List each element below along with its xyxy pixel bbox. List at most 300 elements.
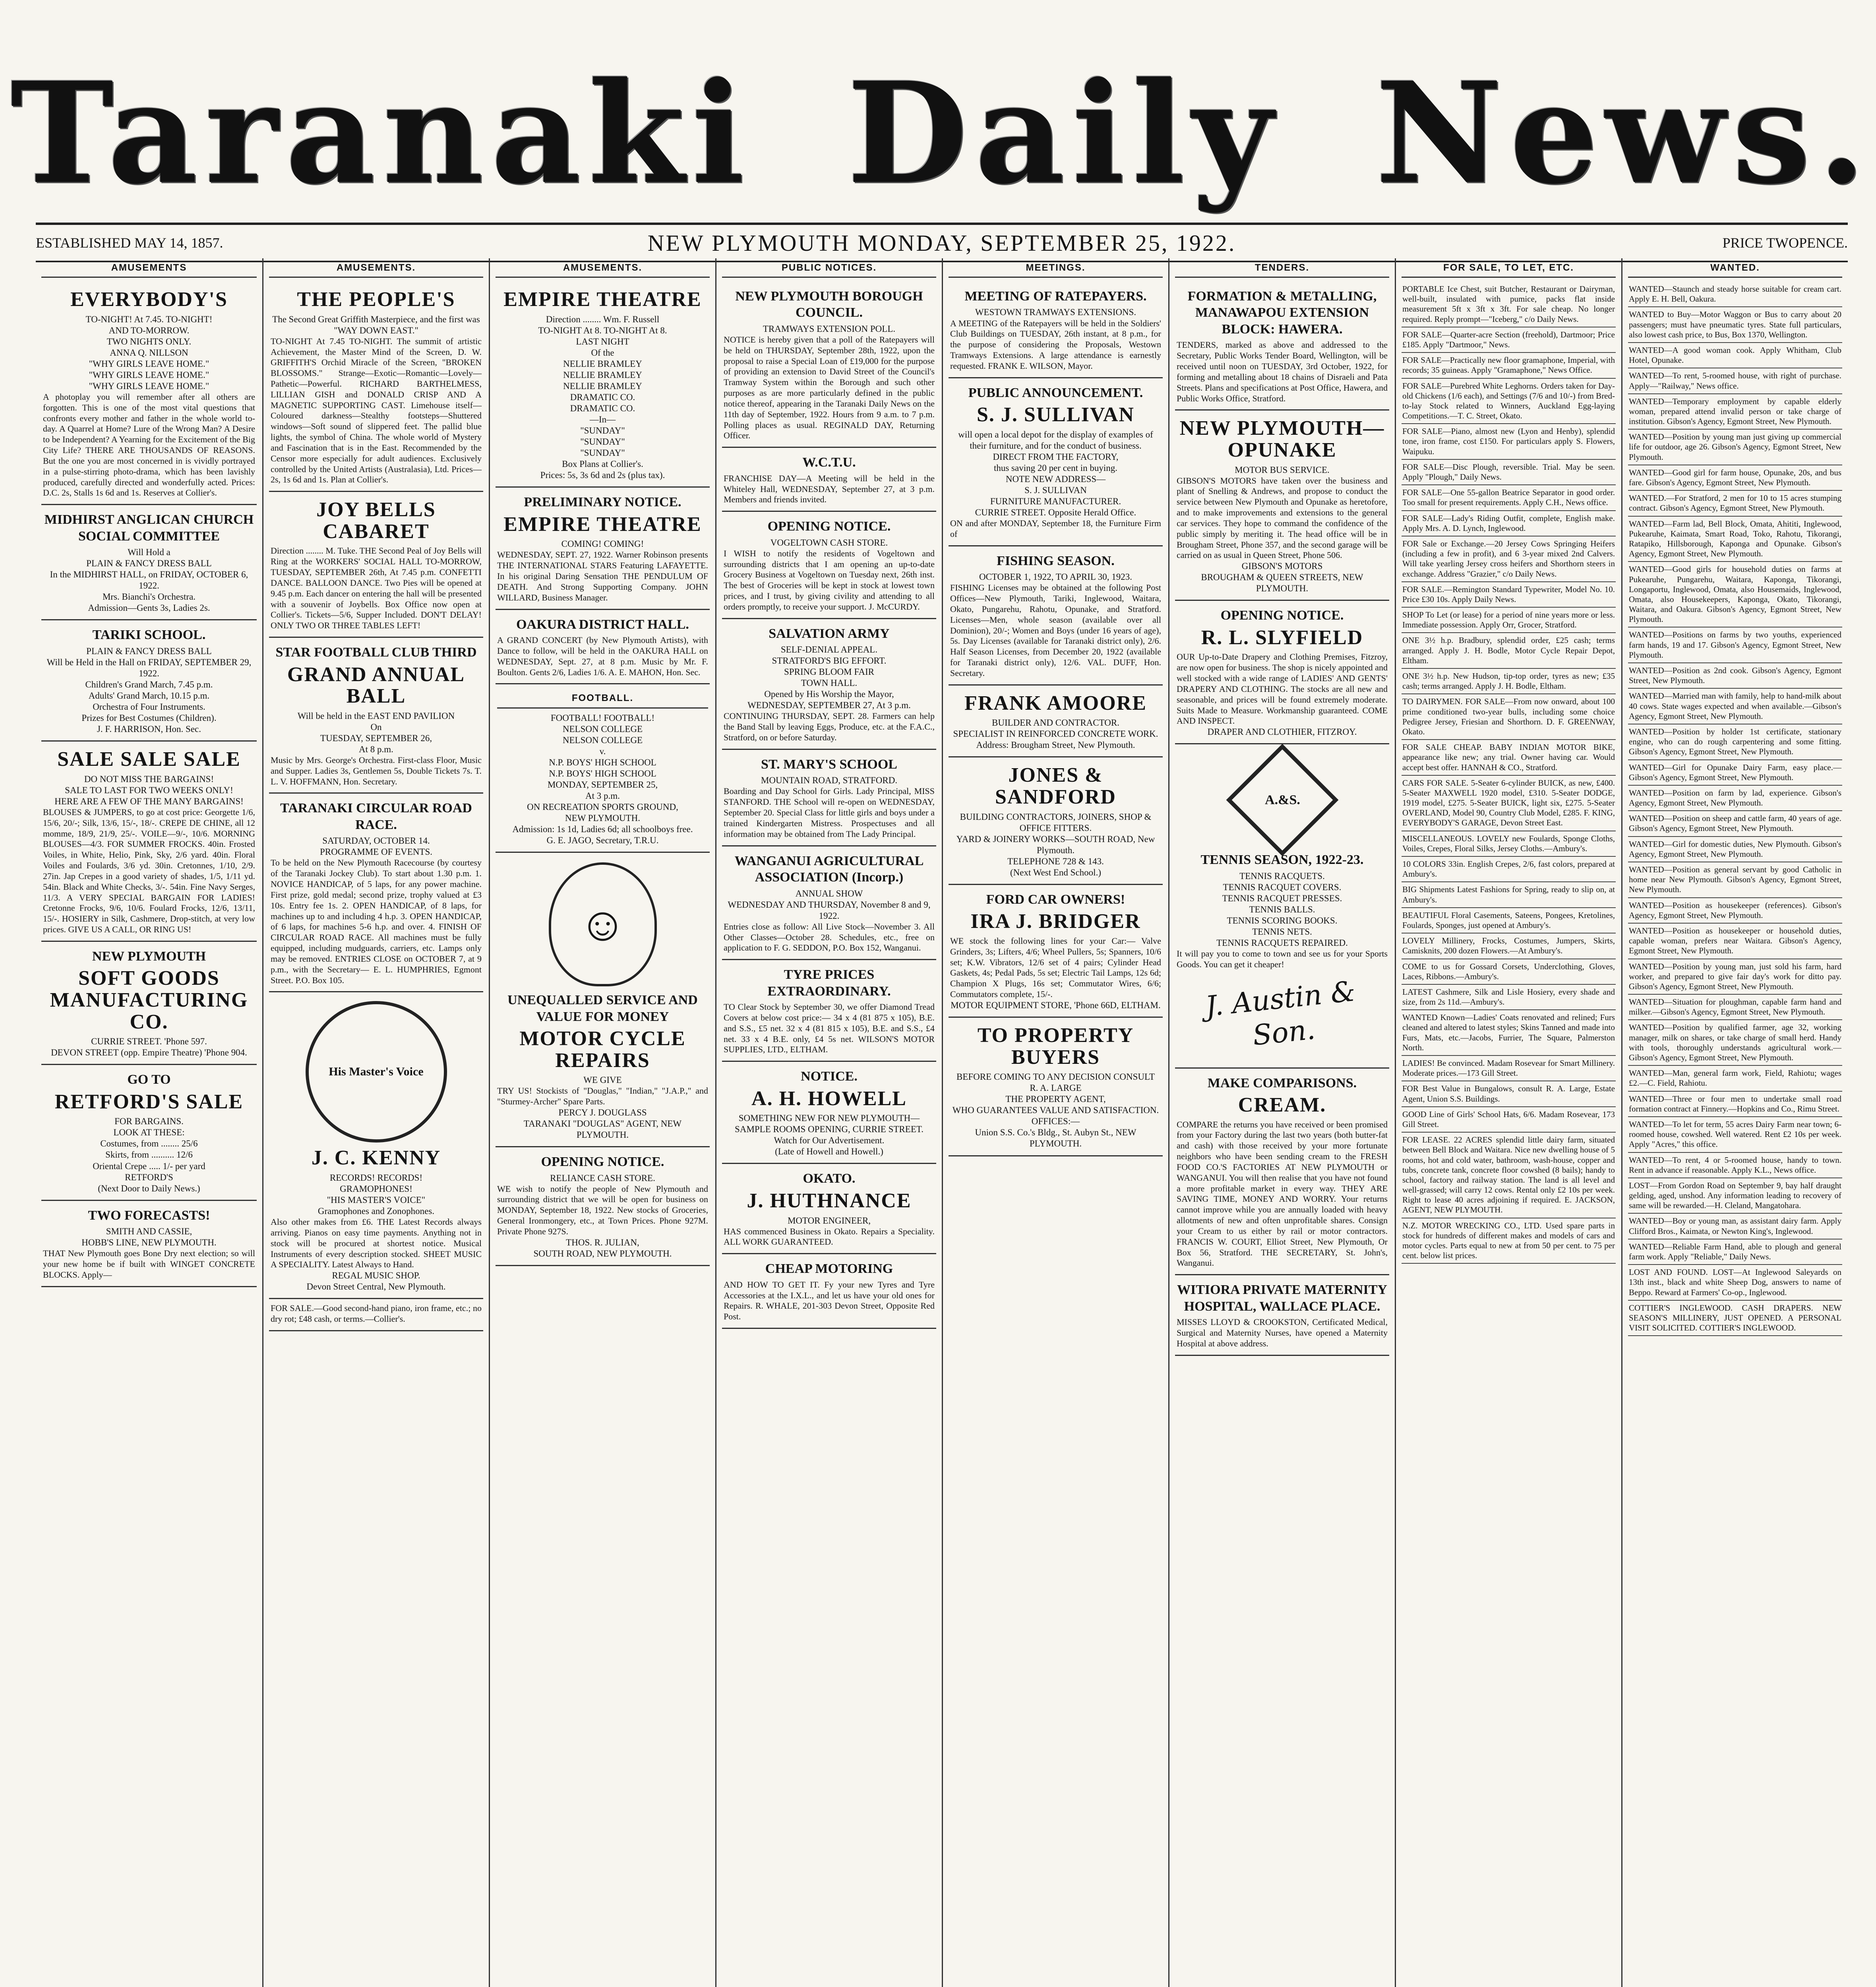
- ad-body-text: FRANCHISE DAY—A Meeting will be held in the Whiteley Hall, WEDNESDAY, September 27, at 3 p.m. Members and friends invited.: [724, 473, 935, 505]
- advertisement: [269, 1299, 483, 1331]
- ad-headline: A. H. HOWELL: [751, 1087, 907, 1110]
- diamond-logo-text: A.&S.: [1264, 792, 1300, 808]
- ad-line: OCTOBER 1, 1922, TO APRIL 30, 1923.: [979, 572, 1133, 582]
- advertisement: [722, 512, 936, 619]
- ad-line: "SUNDAY": [580, 426, 625, 436]
- ad-headline: JONES & SANDFORD: [995, 764, 1116, 809]
- advertisement: [722, 619, 936, 750]
- ad-signoff: THOS. R. JULIAN,: [566, 1237, 639, 1247]
- masthead-word: Taranaki: [10, 51, 752, 215]
- ad-line: YARD & JOINERY WORKS—SOUTH ROAD, New Plymouth.: [956, 834, 1155, 855]
- ad-line: "WHY GIRLS LEAVE HOME.": [89, 381, 209, 391]
- ad-subheading: PRELIMINARY NOTICE.: [524, 495, 681, 510]
- ad-subheading: WITIORA PRIVATE MATERNITY HOSPITAL, WALLACE PLACE.: [1177, 1282, 1387, 1314]
- classified-ad: WANTED—Farm lad, Bell Block, Omata, Ahititi, Inglewood, Pukearuhe, Kaimata, Smart Road, Toko, Rahotu, Tikorangi, Ratapiko, Hillsborough, Kaponga and Opunake. Gibson's Agency, Egmont Street, New Plymouth.: [1628, 517, 1842, 562]
- page-column: [1621, 258, 1848, 1987]
- classified-ad: WANTED—Position by young man, just sold his farm, hard worker, and prepared to give fair day's work for ditto pay. Gibson's Agency, Egmont Street, New Plymouth.: [1628, 959, 1842, 995]
- classified-ad: WANTED—Good girl for farm house, Opunake, 20s, and bus fare. Gibson's Agency, Egmont Street, New Plymouth.: [1628, 465, 1842, 491]
- ad-subheading: W.C.T.U.: [802, 455, 856, 470]
- column-heading: WANTED.: [1628, 258, 1842, 278]
- ad-line: BUILDING CONTRACTORS, JOINERS, SHOP & OFFICE FITTERS.: [960, 811, 1152, 833]
- ad-line: TENNIS SCORING BOOKS.: [1227, 915, 1338, 926]
- ad-body-text: HAS commenced Business in Okato. Repairs a Speciality. ALL WORK GUARANTEED.: [724, 1226, 935, 1247]
- ad-line: HERE ARE A FEW OF THE MANY BARGAINS!: [54, 796, 244, 806]
- classified-ad: FOR Sale or Exchange.—20 Jersey Cows Springing Heifers (including a few in profit), and 6 3-year mixed 2nd Calvers. Will take yearling Jersey cross heifers and Shorthorn steers in exchange. Address "Grazier," c/o Daily News.: [1402, 536, 1616, 582]
- ad-line: S. J. SULLIVAN: [1024, 485, 1087, 495]
- column-heading: FOR SALE, TO LET, ETC.: [1402, 258, 1616, 278]
- ad-subheading: TENNIS SEASON, 1922-23.: [1200, 852, 1364, 868]
- ad-line: TENNIS BALLS.: [1249, 904, 1315, 914]
- ad-body-text: NOTICE is hereby given that a poll of the Ratepayers will be held on THURSDAY, September 28th, 1922, upon the proposal to raise a Special Loan of £19,000 for the purpose of providing an extension to David Street of the Council's Tramway System within the Borough and such other purposes as are more particularly defined in the public notice thereof, appearing in the Taranaki Daily News on the 11th day of September, 1922. Hours from 9 a.m. to 7 p.m. Polling places as usual. REGINALD DAY, Returning Officer.: [724, 334, 935, 441]
- page-column: [942, 258, 1168, 1987]
- classified-ad: WANTED—Staunch and steady horse suitable for cream cart. Apply E. H. Bell, Oakura.: [1628, 282, 1842, 307]
- ad-line: MOTOR BUS SERVICE.: [1235, 465, 1330, 475]
- advertisement: [1175, 1275, 1389, 1356]
- ad-line: "SUNDAY": [580, 437, 625, 447]
- advertisement: [496, 610, 710, 685]
- classified-ad: N.Z. MOTOR WRECKING CO., LTD. Used spare parts in stock for hundreds of different makes and models of cars and motor cycles. Parts equal to new at from 50 per cent. to 75 per cent. below list prices.: [1402, 1218, 1616, 1264]
- ad-line: Union S.S. Co.'s Bldg., St. Aubyn St., NEW PLYMOUTH.: [975, 1127, 1136, 1149]
- ad-line: WHO GUARANTEES VALUE AND SATISFACTION.: [952, 1105, 1159, 1116]
- ad-line: AND TO-MORROW.: [108, 325, 190, 335]
- ad-line: Will be Held in the Hall on FRIDAY, SEPTEMBER 29, 1922.: [46, 657, 252, 678]
- ad-line: "HIS MASTER'S VOICE": [327, 1195, 426, 1205]
- motorcyclist-face-icon: ☺: [549, 862, 657, 986]
- ad-line: TENNIS RACQUET COVERS.: [1223, 882, 1342, 892]
- ad-line: BUILDER AND CONTRACTOR.: [992, 718, 1119, 728]
- classified-ad: WANTED Known—Ladies' Coats renovated and relined; Furs cleaned and altered to latest styles; Skins Tanned and made into Furs, Mats, etc.—Jacobs, Furrier, The Square, Palmerston North.: [1402, 1010, 1616, 1056]
- ad-line: PROGRAMME OF EVENTS.: [319, 847, 433, 857]
- advertisement: [41, 942, 257, 1065]
- classified-ad: FOR SALE—Practically new floor gramaphone, Imperial, with records; 35 guineas. Apply "Gramaphone," News Office.: [1402, 353, 1616, 378]
- advertisement: [269, 492, 483, 638]
- ad-line: WEDNESDAY, SEPTEMBER 27, At 3 p.m.: [747, 700, 911, 711]
- advertisement: [496, 1147, 710, 1266]
- ad-line: TO-NIGHT At 8. TO-NIGHT At 8.: [538, 325, 667, 335]
- advertisement: [722, 1164, 936, 1254]
- ad-headline: IRA J. BRIDGER: [970, 910, 1141, 933]
- advertisement: [949, 757, 1163, 885]
- advertisement: [1175, 1069, 1389, 1276]
- page-column: [262, 258, 489, 1987]
- ad-line: RECORDS! RECORDS!: [329, 1172, 423, 1183]
- classified-ad: CARS FOR SALE. 5-Seater 6-cylinder BUICK, as new, £400. 5-Seater MAXWELL 1920 model, £310. 5-Seater DODGE, 1919 model, £275. 5-Seater BUICK, light six, £275. 5-Seater OVERLAND, Model 90, Country Club Model, £285. F. KING, EVERYBODY'S GARAGE, Devon Street East.: [1402, 776, 1616, 831]
- advertisement: [722, 750, 936, 846]
- classified-ad: LADIES! Be convinced. Madam Rosevear for Smart Millinery. Moderate prices.—173 Gill Street.: [1402, 1056, 1616, 1081]
- ad-subheading: FISHING SEASON.: [997, 553, 1115, 568]
- advertisement: [496, 853, 710, 1147]
- ad-body-text: MISSES LLOYD & CROOKSTON, Certificated Medical, Surgical and Maternity Nurses, have opened a Maternity Hospital at above address.: [1177, 1317, 1388, 1348]
- ad-line: Will be held in the EAST END PAVILION: [297, 711, 455, 721]
- ad-line: N.P. BOYS' HIGH SCHOOL: [549, 757, 656, 767]
- advertisement: [949, 885, 1163, 1018]
- advertisement: [1175, 411, 1389, 601]
- ad-line: Admission: 1s 1d, Ladies 6d; all schoolboys free.: [512, 824, 693, 835]
- ad-subheading: NEW PLYMOUTH BOROUGH COUNCIL.: [735, 289, 923, 320]
- advertisement: [722, 448, 936, 512]
- classified-ad: COME to us for Gossard Corsets, Underclothing, Gloves, Laces, Ribbons.—Ambury's.: [1402, 959, 1616, 985]
- ad-body-text: THAT New Plymouth goes Bone Dry next election; so will your new home be if built with WINGET CONCRETE BLOCKS. Apply—: [43, 1248, 255, 1280]
- ad-line: MONDAY, SEPTEMBER 25,: [547, 779, 658, 790]
- ad-line: WE GIVE: [583, 1075, 622, 1085]
- ad-line: "WHY GIRLS LEAVE HOME.": [89, 370, 209, 380]
- ad-headline: FRANK AMOORE: [964, 691, 1147, 715]
- ad-line: ANNUAL SHOW: [795, 888, 863, 899]
- ad-line: ON RECREATION SPORTS GROUND,: [527, 802, 678, 812]
- ad-body-text: Music by Mrs. George's Orchestra. First-class Floor, Music and Supper. Ladies 3s, Gentlemen 5s, Double Tickets 7s. T. L. V. HOFFMANN, Hon. Secretary.: [271, 755, 482, 786]
- classified-ad: WANTED—To rent, 4 or 5-roomed house, handy to town. Rent in advance if reasonable. Apply K.L., News office.: [1628, 1153, 1842, 1178]
- advertisement: [949, 378, 1163, 546]
- ad-line: SPRING BLOOM FAIR: [784, 667, 875, 677]
- ad-line: DIRECT FROM THE FACTORY,: [993, 451, 1119, 462]
- advertisement: [949, 546, 1163, 686]
- ad-line: Of the: [591, 347, 614, 358]
- dateline-bar: [36, 223, 1848, 262]
- ad-line: DRAMATIC CO.: [570, 403, 635, 413]
- column-heading: TENDERS.: [1175, 258, 1389, 278]
- ad-line: "WHY GIRLS LEAVE HOME.": [89, 358, 209, 369]
- classified-ad: PORTABLE Ice Chest, suit Butcher, Restaurant or Dairyman, well-built, insulated with pumice, packs flat inside measurement 5ft x 3ft x 3ft. For sale cheap. No longer required. Reply prompt—"Iceberg," c/o Daily News.: [1402, 282, 1616, 327]
- ad-line: N.P. BOYS' HIGH SCHOOL: [549, 768, 656, 779]
- ad-headline: SALE SALE SALE: [57, 748, 241, 771]
- ad-line: TENNIS NETS.: [1252, 926, 1312, 937]
- ad-line: WEDNESDAY AND THURSDAY, November 8 and 9, 1922.: [728, 899, 931, 921]
- ad-line: Will Hold a: [128, 547, 170, 558]
- column-grid: [36, 258, 1848, 1987]
- ad-line: NELLIE BRAMLEY: [563, 381, 642, 391]
- classified-ad: FOR LEASE. 22 ACRES splendid little dairy farm, situated between Bell Block and Waitara. Nice new dwelling house of 5 rooms, hot and cold water, bathroom, wash-house, copper and tubs, concrete tank, concrete floor cowshed (8 bails); handy to school, factory and railway station. The land is all level and well-grassed; will carry 12 cows. Rental only £2 10s per week. Right to lease 40 acres adjoining if required. E. JACKSON, AGENT, NEW PLYMOUTH.: [1402, 1133, 1616, 1218]
- ad-subheading: MEETING OF RATEPAYERS.: [964, 289, 1147, 304]
- ad-line: At 3 p.m.: [585, 790, 620, 801]
- classified-ad: FOR SALE—One 55-gallon Beatrice Separator in good order. Too small for present requirements. Apply C.H., News office.: [1402, 485, 1616, 511]
- classified-ad: WANTED—Position by young man just giving up commercial life for outdoor, age 26. Gibson's Agency, Egmont Street, New Plymouth.: [1628, 430, 1842, 465]
- ad-body-text: It will pay you to come to town and see us for your Sports Goods. You can get it cheaper!: [1177, 949, 1388, 969]
- ad-signoff: REGAL MUSIC SHOP.: [332, 1270, 420, 1281]
- advertisement: [1175, 744, 1389, 1068]
- his-masters-voice-logo: His Master's Voice: [306, 1001, 447, 1143]
- ad-line: TUESDAY, SEPTEMBER 26,: [320, 733, 432, 743]
- ad-line: will open a local depot for the display of examples of their furniture, and for the conduct of business.: [958, 429, 1153, 451]
- issue-date: NEW PLYMOUTH MONDAY, SEPTEMBER 25, 1922.: [647, 230, 1236, 256]
- advertisement: [496, 282, 710, 488]
- ad-line: SMITH AND CASSIE,: [106, 1226, 192, 1237]
- ad-body-text: Direction ........ M. Tuke. THE Second Peal of Joy Bells will Ring at the WORKERS' SOCIAL HALL TO-MORROW, TUESDAY, SEPTEMBER 26th, At 7.45 p.m. CONFETTI DANCE. BALLOON DANCE. Two Pies will be opened at 9.45 p.m. Each dancer on entering the hall will be presented with a souvenir of Joybells. Box Office now open at Collier's. Tickets—5/6, Supper Included. DON'T DELAY! ONLY TWO OR THREE TABLES LEFT!: [271, 546, 482, 631]
- ad-signoff: DRAPER AND CLOTHIER, FITZROY.: [1207, 727, 1357, 737]
- ad-body-text: TO Clear Stock by September 30, we offer Diamond Tread Covers at below cost price:— 34 x 4 (81 875 x 105), B.E. and S.S., £5 net. 32 x 4 (81 815 x 105), B.E. and S.S., £4 net. 33 x 4 B.E. only, £4 5s net. WILSON'S MOTOR SUPPLIES, LTD., ELTHAM.: [724, 1002, 935, 1055]
- advertisement: [269, 794, 483, 992]
- ad-body-text: BLOUSES & JUMPERS, to go at cost price: Georgette 1/6, 15/6, 20/-; Silk, 13/6, 15/-, 18/-. CREPE DE CHINE, all 12 momme, 18/9, 21/9, 25/-. VOILE—9/-, 10/6. MORNING BLOUSES—4/3. FOR SUMMER FROCKS. 40in. Frosted Voiles, in White, Helio, Pink, Sky, 2/6 yard. 40in. Floral Voiles and Foulards, 3/6 yd. 30in. Cretonnes, 1/10, 2/9. 27in. Jap Crepes in a good variety of shades, 1/5, 1/11 yd. 54in. Black and White Checks, 3/-. 54in. Fine Navy Serges, 11/3. A VERY SPECIAL BARGAIN FOR LADIES! Cretonne Frocks, 9/6, 10/6. Foulard Frocks, 12/6, 13/11, 15/-. HOSIERY in Silk, Cashmere, Drop-stitch, at very low prices. GIVE US A CALL, OR RING US!: [43, 807, 255, 935]
- ad-line: The Second Great Griffith Masterpiece, and the first was: [272, 314, 480, 324]
- advertisement: [41, 620, 257, 742]
- ad-subheading: OPENING NOTICE.: [767, 519, 891, 534]
- ad-headline: J. C. KENNY: [311, 1146, 441, 1170]
- ad-line: Box Plans at Collier's.: [562, 459, 643, 469]
- column-heading: AMUSEMENTS.: [269, 258, 483, 278]
- classified-ad: WANTED—Position by holder 1st certificate, stationary engine, who can do rough carpentering and some fitting. Gibson's Agency, Egmont Street, New Plymouth.: [1628, 724, 1842, 760]
- classified-ad: WANTED—To let for term, 55 acres Dairy Farm near town; 6-roomed house, cowshed. Well watered. Rent £2 10s per week. Apply "Acres," this office.: [1628, 1117, 1842, 1153]
- page-column: [489, 258, 715, 1987]
- classified-ad: WANTED—Position as 2nd cook. Gibson's Agency, Egmont Street, New Plymouth.: [1628, 663, 1842, 689]
- ad-headline: J. HUTHNANCE: [747, 1189, 912, 1212]
- classified-ad: TO DAIRYMEN. FOR SALE—From now onward, about 100 prime conditioned two-year bulls, including some choice Pedigree Jersey, Friesian and Shorthorn. D. F. GREENWAY, Okato.: [1402, 694, 1616, 740]
- classified-ad: LOST AND FOUND. LOST—At Inglewood Saleyards on 13th inst., black and white Sheep Dog, answers to name of Beppo. Reward at Farmers' Co-op., Inglewood.: [1628, 1265, 1842, 1301]
- ad-subheading: STAR FOOTBALL CLUB THIRD: [275, 645, 477, 660]
- classified-ad: FOR SALE—Purebred White Leghorns. Orders taken for Day-old Chickens (1/6 each), and Settings (7/6 and 10/-) from Bred-to-lay Stock related to Winners, Auckland Egg-laying Competitions.—T. C. Street, Okato.: [1402, 379, 1616, 424]
- ad-line: NEW PLYMOUTH.: [565, 813, 640, 823]
- classified-ad: WANTED—Good girls for household duties on farms at Pukearuhe, Pungarehu, Waitara, Kaponga, Tikorangi, Longaportu, Inglewood, Omata, also Housemaids, Inglewood, Omata, also Housekeepers, Kaponga, Okato, Tikorangi, Waitara, and Oakura. Gibson's Agency, Egmont Street, New Plymouth.: [1628, 562, 1842, 627]
- ad-subheading: FORMATION & METALLING, MANAWAPOU EXTENSION BLOCK: HAWERA.: [1187, 289, 1377, 337]
- classified-ad: BEAUTIFUL Floral Casements, Sateens, Pongees, Kretolines, Foulards, Sponges, just opened at Ambury's.: [1402, 908, 1616, 933]
- classified-ad: WANTED—Three or four men to undertake small road formation contract at Finnery.—Hopkins and Co., Rimu Street.: [1628, 1092, 1842, 1117]
- ad-body-text: FOR SALE.—Good second-hand piano, iron frame, etc.; no dry rot; £48 cash, or terms.—Collier's.: [271, 1303, 482, 1324]
- ad-headline: EVERYBODY'S: [70, 288, 228, 311]
- ad-line: Opened by His Worship the Mayor,: [764, 689, 894, 699]
- ad-body-text: ON and after MONDAY, September 18, the Furniture Firm of: [950, 518, 1161, 539]
- ad-line: FURNITURE MANUFACTURER.: [990, 496, 1121, 506]
- column-heading: PUBLIC NOTICES.: [722, 258, 936, 278]
- advertisement: [722, 1254, 936, 1329]
- classified-ad: WANTED.—For Stratford, 2 men for 10 to 15 acres stumping contract. Gibson's Agency, Egmont Street, New Plymouth.: [1628, 491, 1842, 516]
- handwritten-signature: J. Austin & Son.: [1204, 974, 1357, 1052]
- advertisement: [722, 846, 936, 961]
- ad-body-text: TRY US! Stockists of "Douglas," "Indian," "J.A.P.," and "Sturmey-Archer" Spare Parts.: [497, 1086, 708, 1107]
- ad-line: (Next Door to Daily News.): [98, 1183, 200, 1193]
- ad-line: TRAMWAYS EXTENSION POLL.: [763, 323, 896, 334]
- ad-subheading: UNEQUALLED SERVICE AND VALUE FOR MONEY: [507, 993, 698, 1024]
- ad-line: Skirts, from .......... 12/6: [105, 1150, 193, 1160]
- advertisement: [496, 488, 710, 610]
- classified-ad: WANTED—Situation for ploughman, capable farm hand and milker.—Gibson's Agency, Egmont Street, New Plymouth.: [1628, 995, 1842, 1020]
- classified-ad: FOR Best Value in Bungalows, consult R. A. Large, Estate Agent, Union S.S. Buildings.: [1402, 1081, 1616, 1107]
- ad-line: DRAMATIC CO.: [570, 392, 635, 402]
- ad-line: SALE TO LAST FOR TWO WEEKS ONLY!: [65, 785, 233, 795]
- ad-subheading: FORD CAR OWNERS!: [986, 892, 1125, 907]
- ad-line: Gramophones and Zonophones.: [318, 1206, 435, 1216]
- established-text: ESTABLISHED MAY 14, 1857.: [36, 235, 223, 251]
- ad-line: TENNIS RACQUETS.: [1239, 871, 1325, 881]
- diamond-logo-icon: [1226, 744, 1338, 856]
- ad-line: At 8 p.m.: [359, 744, 393, 754]
- ad-body-text: WE wish to notify the people of New Plymouth and surrounding district that we will be open for business on MONDAY, September 18, 1922. New stocks of Groceries, General Ironmongery, etc., at Town Prices. Phone 927M. Private Phone 927S.: [497, 1183, 708, 1236]
- ad-line: Oriental Crepe ..... 1/- per yard: [93, 1161, 205, 1171]
- column-heading: AMUSEMENTS.: [496, 258, 710, 278]
- advertisement: [949, 1018, 1163, 1156]
- classified-ad: WANTED—Temporary employment by capable elderly woman, prepared attend invalid person or take charge of institution. Gibson's Agency, Egmont Street, New Plymouth.: [1628, 394, 1842, 430]
- ad-subheading: TARANAKI CIRCULAR ROAD RACE.: [280, 801, 472, 832]
- page-column: [1395, 258, 1621, 1987]
- classified-ad: WANTED—Girl for domestic duties, New Plymouth. Gibson's Agency, Egmont Street, New Plymouth.: [1628, 837, 1842, 862]
- ad-line: LOOK AT THESE:: [113, 1127, 185, 1138]
- ad-line: CURRIE STREET. Opposite Herald Office.: [975, 507, 1136, 518]
- ad-body-text: FISHING Licenses may be obtained at the following Post Offices—New Plymouth, Tariki, Inglewood, Waitara, Okato, Pungarehu, Rahotu, Opunake, and Stratford. Licenses—Men, whole season (available over all Dominion), 20/-; Women and Boys (under 16 years of age), 5s. Day Licenses (available for Taranaki district only), 2/6. Half Season Licenses, from December 20, 1922 (available for Taranaki district only), 12/6. VAL. DUFF, Hon. Secretary.: [950, 583, 1161, 678]
- column-heading: MEETINGS.: [949, 258, 1163, 278]
- ad-line: SELF-DENIAL APPEAL.: [780, 645, 878, 655]
- classified-ad: FOR SALE CHEAP. BABY INDIAN MOTOR BIKE, appearance like new; any trial. Owner having car. Would accept best offer. HANNAH & CO., Stratford.: [1402, 740, 1616, 776]
- ad-subheading: MIDHIRST ANGLICAN CHURCH SOCIAL COMMITTEE: [44, 512, 254, 544]
- advertisement: [949, 282, 1163, 378]
- ad-line: thus saving 20 per cent in buying.: [993, 463, 1118, 473]
- classified-ad: FOR SALE—Quarter-acre Section (freehold), Dartmoor; Price £185. Apply "Dartmoor," News.: [1402, 327, 1616, 353]
- classified-ad: WANTED—Position as general servant by good Catholic in home near New Plymouth. Gibson's Agency, Egmont Street, New Plymouth.: [1628, 862, 1842, 898]
- ad-headline: THE PEOPLE'S: [297, 288, 455, 311]
- ad-body-text: CONTINUING THURSDAY, SEPT. 28. Farmers can help the Band Stall by leaving Eggs, Produce, etc. at the F.A.C., Stratford, on or before Saturday.: [724, 711, 935, 743]
- ad-line: R. A. LARGE: [1030, 1083, 1082, 1093]
- ad-line: NELLIE BRAMLEY: [563, 370, 642, 380]
- ad-subheading: NOTICE.: [801, 1069, 858, 1084]
- ad-signoff: Devon Street Central, New Plymouth.: [306, 1282, 446, 1292]
- classified-ad: 10 COLORS 33in. English Crepes, 2/6, fast colors, prepared at Ambury's.: [1402, 857, 1616, 882]
- ad-body-text: OUR Up-to-Date Drapery and Clothing Premises, Fitzroy, are now open for business. The shop is nicely appointed and well stocked with a wide range of LADIES' AND GENTS' DRAPERY AND CLOTHING. The stocks are all new and seasonable, and prices will be found extremely moderate. Suits Made to Measure. Workmanship guaranteed. COME AND INSPECT.: [1177, 652, 1388, 726]
- advertisement: [41, 1065, 257, 1201]
- ad-line: Admission—Gents 3s, Ladies 2s.: [88, 603, 210, 613]
- ad-headline: CREAM.: [1238, 1093, 1326, 1116]
- ad-line: CURRIE STREET. 'Phone 597.: [91, 1036, 207, 1047]
- ad-body-text: WE stock the following lines for your Car:— Valve Grinders, 3s; Lifters, 4/6; Wheel Pullers, 5s; Spanners, 10/6 set; K.W. Vibrators, 12/6 set of 4 pairs; Cylinder Head Gaskets, 4s; Pedal Pads, 5s set; Electric Tail Lamps, 12s 6d; Champion X Plugs, 16s set; Commutator Wires, 6/6; Commutators complete, 15/-.: [950, 935, 1161, 999]
- advertisement: [496, 684, 710, 853]
- ad-body-text: To be held on the New Plymouth Racecourse (by courtesy of the Taranaki Jockey Club). To start about 1.30 p.m. 1. NOVICE HANDICAP, of 5 laps, for any power machine. First prize, gold medal; second prize, trophy valued at £3 10s. Entry fee 1s. 2. OPEN HANDICAP, of 8 laps, for machines up to and including 4 h.p. 3. OPEN HANDICAP, of 6 laps, for machines 5-6 h.p. and over. 4. FINISH OF CIRCULAR ROAD RACE. All machines must be fully equipped, including mudguards, carriers, etc. Lamps only may be removed. ENTRIES CLOSE on OCTOBER 7, at 9 p.m., with the Secretary— E. L. HUMPHRIES, Egmont Street. P.O. Box 105.: [271, 858, 482, 985]
- classified-ad: WANTED—Position on farm by lad, experience. Gibson's Agency, Egmont Street, New Plymouth.: [1628, 786, 1842, 811]
- advertisement: [949, 686, 1163, 758]
- classified-ad: MISCELLANEOUS. LOVELY new Foulards, Sponge Cloths, Voiles, Crepes, Floral Silks, Jersey Cloths.—Ambury's.: [1402, 831, 1616, 857]
- classified-ad: WANTED to Buy—Motor Waggon or Bus to carry about 20 passengers; must have pneumatic tyres. State full particulars, also lowest cash price, to Bus, Box 1370, Wellington.: [1628, 307, 1842, 343]
- ad-body-text: WEDNESDAY, SEPT. 27, 1922. Warner Robinson presents THE INTERNATIONAL STARS Featuring LAFAYETTE. In his original Daring Sensation THE PENDULUM OF DEATH. And Strong Supporting Company. JOHN WILLARD, Business Manager.: [497, 550, 708, 602]
- ad-body-text: A GRAND CONCERT (by New Plymouth Artists), with Dance to follow, will be held in the OAKURA HALL on WEDNESDAY, Sept. 27, at 8 p.m. Music by Mr. F. Boulton. Gents 2/6, Ladies 1/6. A. E. MAHON, Hon. Sec.: [497, 635, 708, 677]
- ad-line: THE PROPERTY AGENT,: [1005, 1094, 1106, 1104]
- ad-line: TENNIS RACQUETS REPAIRED.: [1216, 938, 1348, 948]
- classified-ad: LOST—From Gordon Road on September 9, bay half draught gelding, aged, unshod. Any information leading to recovery of same will be rewarded.—H. Cleland, Mangatohara.: [1628, 1178, 1842, 1214]
- ad-headline: NEW PLYMOUTH—OPUNAKE: [1179, 417, 1385, 461]
- ad-subheading: MAKE COMPARISONS.: [1207, 1075, 1357, 1090]
- ad-line: "SUNDAY": [580, 448, 625, 458]
- ad-line: NOTE NEW ADDRESS—: [1005, 474, 1106, 484]
- classified-ad: WANTED—Position by qualified farmer, age 32, working manager, milk on shares, or take charge of small herd. Handy with tools, thoroughly understands agricultural work.—Gibson's Agency, Egmont Street, New Plymouth.: [1628, 1020, 1842, 1066]
- ad-subheading: GO TO: [127, 1072, 171, 1087]
- ad-body-text: A MEETING of the Ratepayers will be held in the Soldiers' Club Buildings on TUESDAY, 26th instant, at 8 p.m., for the purpose of considering the Proposals, Westown Tramways Extensions. A large attendance is earnestly requested. FRANK E. WILSON, Mayor.: [950, 318, 1161, 371]
- ad-body-text: Boarding and Day School for Girls. Lady Principal, MISS STANFORD. THE School will re-open on WEDNESDAY, September 20. Special Class for little girls and boys under a trained Kindergarten Mistress. Prospectuses and all information may be obtained from The Lady Principal.: [724, 786, 935, 839]
- ad-headline: TO PROPERTY BUYERS: [977, 1024, 1134, 1069]
- ad-body-text: TO-NIGHT At 7.45 TO-NIGHT. The summit of artistic Achievement, the Master Mind of the Screen, D. W. GRIFFITH'S Orchid Miracle of the Screen, "BROKEN BLOSSOMS." Strange—Exotic—Romantic—Lovely—Pathetic—Powerful. RICHARD BARTHELMESS, LILLIAN GISH and DONALD CRISP AND A MAGNETIC SUPPORTING CAST. Limehouse itself—Coloured darkness—Stealthy footsteps—Shuttered windows—Soft sound of slippered feet. The pallid blue lights, the symbol of China. The whole world of Mystery and Fascination that is in the East. Recommended by the Censor more especially for adult audiences. Exclusively controlled by the United Artists (Australasia), Ltd. Prices—2s, 1s 6d and 1s. Plan at Collier's.: [271, 336, 482, 485]
- ad-body-text: GIBSON'S MOTORS have taken over the business and plant of Snelling & Andrews, and propose to conduct the service between New Plymouth and Opunake as heretofore, and to make improvements and extensions to the general car services. They hope to command the confidence of the public simply by meriting it. The head office will be in Brougham Street, Phone 357, and the second garage will be carried on as usual in Queen Street, Phone 506.: [1177, 475, 1388, 560]
- ad-headline: GRAND ANNUAL BALL: [287, 663, 465, 708]
- ad-line: DEVON STREET (opp. Empire Theatre) 'Phone 904.: [51, 1048, 247, 1058]
- ad-line: WESTOWN TRAMWAYS EXTENSIONS.: [975, 307, 1136, 318]
- masthead-word: Daily: [847, 51, 1280, 215]
- ad-line: PLAIN & FANCY DRESS BALL: [86, 646, 212, 656]
- ad-subheading: TARIKI SCHOOL.: [92, 627, 206, 643]
- ad-line: Adults' Grand March, 10.15 p.m.: [88, 691, 210, 701]
- advertisement: [41, 282, 257, 505]
- ad-signoff: BROUGHAM & QUEEN STREETS, NEW PLYMOUTH.: [1201, 572, 1363, 594]
- ad-body-text: A photoplay you will remember after all others are forgotten. This is one of the most vital questions that confronts every mother and father in the whole world to-day. A Quarrel at Home? Lure of the Wrong Man? A Desire to be Independent? A Yearning for the Excitement of the Big City Life? THERE ARE THOUSANDS OF REASONS. But the one you are most concerned in is vividly portrayed in a pulse-stirring photo-drama, which has been lavishly produced, carefully directed and wonderfully acted. Prices: D.C. 2s, Stalls 1s 6d and 1s. Reserves at Collier's.: [43, 391, 255, 498]
- ad-line: STRATFORD'S BIG EFFORT.: [772, 656, 887, 666]
- ad-line: v.: [599, 746, 606, 756]
- ad-line: HOBB'S LINE, NEW PLYMOUTH.: [81, 1238, 217, 1248]
- classified-ad: WANTED—Position as housekeeper or household duties, capable woman, prefers near Waitara. Gibson's Agency, Egmont Street, New Plymouth.: [1628, 924, 1842, 959]
- ad-body-text: AND HOW TO GET IT. Fy your new Tyres and Tyre Accessories at the I.X.L., and let us have your old ones for Repairs. R. WHALE, 201-303 Devon Street, Opposite Red Post.: [724, 1279, 935, 1322]
- ad-body-text: I WISH to notify the residents of Vogeltown and surrounding districts that I am opening an up-to-date Grocery Business at Vogeltown on Tuesday next, 26th inst. The best of Groceries will be kept in stock at lowest town prices, and I trust, by giving civility and attending to all orders promptly, to receive your support. J. McCURDY.: [724, 548, 935, 612]
- page-column: [715, 258, 942, 1987]
- advertisement: [1175, 282, 1389, 411]
- page-column: [36, 258, 262, 1987]
- ad-line: VOGELTOWN CASH STORE.: [770, 537, 888, 548]
- ad-line: SATURDAY, OCTOBER 14.: [322, 836, 430, 846]
- ad-line: BEFORE COMING TO ANY DECISION CONSULT: [956, 1072, 1155, 1082]
- ad-line: —In—: [589, 414, 616, 425]
- advertisement: [41, 505, 257, 620]
- ad-subheading: OPENING NOTICE.: [1220, 608, 1344, 623]
- classified-ad: ONE 3½ h.p. New Hudson, tip-top order, tyres as new; £35 cash; terms arranged. Apply J. H. Bodle, Eltham.: [1402, 669, 1616, 694]
- ad-line: FOR BARGAINS.: [114, 1116, 184, 1127]
- ad-signoff: TARANAKI "DOUGLAS" AGENT, NEW PLYMOUTH.: [523, 1119, 682, 1140]
- classified-ad: WANTED—Man, general farm work, Field, Rahiotu; wages £2.—C. Field, Rahiotu.: [1628, 1066, 1842, 1091]
- advertisement: [722, 282, 936, 448]
- classified-ad: WANTED—Married man with family, help to hand-milk about 40 cows. State wages expected and when available.—Gibson's Agency, Egmont Street, New Plymouth.: [1628, 689, 1842, 724]
- classified-ad: COTTIER'S INGLEWOOD. CASH DRAPERS. NEW SEASON'S MILLINERY, JUST OPENED. A PERSONAL VISIT SOLICITED. COTTIER'S INGLEWOOD.: [1628, 1301, 1842, 1336]
- classified-ad: LOVELY Millinery, Frocks, Costumes, Jumpers, Skirts, Camisknits, 200 dozen Flowers.—At Ambury's.: [1402, 933, 1616, 959]
- ad-headline: MOTOR CYCLE REPAIRS: [519, 1027, 686, 1072]
- ad-body-text: Entries close as follow: All Live Stock—November 3. All Other Classes—October 28. Schedules, etc., free on application to F. G. SEDDON, P.O. Box 152, Wanganui.: [724, 921, 935, 953]
- ad-line: Watch for Our Advertisement.: [774, 1135, 885, 1146]
- ad-line: J. F. HARRISON, Hon. Sec.: [97, 724, 201, 734]
- classified-ad: WANTED—Reliable Farm Hand, able to plough and general farm work. Apply "Reliable," Daily News.: [1628, 1239, 1842, 1265]
- classified-ad: WANTED—To rent, 5-roomed house, with right of purchase. Apply—"Railway," News office.: [1628, 368, 1842, 394]
- ad-subheading: SALVATION ARMY: [769, 626, 890, 641]
- ad-subheading: OKATO.: [803, 1171, 856, 1186]
- price-text: PRICE TWOPENCE.: [1722, 235, 1848, 251]
- ad-subheading: OAKURA DISTRICT HALL.: [516, 617, 689, 632]
- ad-line: G. E. JAGO, Secretary, T.R.U.: [546, 835, 659, 846]
- ad-line: Prices: 5s, 3s 6d and 2s (plus tax).: [540, 470, 665, 480]
- classified-ad: FOR SALE—Piano, almost new (Lyon and Henby), splendid tone, iron frame, cost £150. For particulars apply S. Flowers, Waipuku.: [1402, 424, 1616, 460]
- ad-line: RELIANCE CASH STORE.: [550, 1173, 655, 1183]
- ad-line: SPECIALIST IN REINFORCED CONCRETE WORK.: [953, 729, 1158, 739]
- ad-headline: JOY BELLS CABARET: [316, 498, 436, 543]
- ad-subheading: CHEAP MOTORING: [765, 1261, 893, 1276]
- ad-line: LAST NIGHT: [576, 336, 629, 347]
- ad-headline: RETFORD'S SALE: [54, 1090, 244, 1113]
- ad-subheading: ST. MARY'S SCHOOL: [761, 757, 897, 772]
- ad-line: FOOTBALL! FOOTBALL!: [550, 713, 655, 723]
- ad-headline: EMPIRE THEATRE: [503, 288, 702, 311]
- ad-line: TOWN HALL.: [801, 678, 858, 688]
- classified-ad: FOR SALE—Lady's Riding Outfit, complete, English make. Apply Mrs. A. D. Lynch, Inglewood.: [1402, 511, 1616, 536]
- ad-line: Direction ........ Wm. F. Russell: [546, 314, 660, 324]
- column-heading: AMUSEMENTS: [41, 258, 257, 278]
- ad-subheading: TYRE PRICES EXTRAORDINARY.: [767, 967, 891, 999]
- ad-line: COMING! COMING!: [561, 539, 644, 549]
- ad-line: Costumes, from ........ 25/6: [100, 1139, 198, 1149]
- ad-line: In the MIDHIRST HALL, on FRIDAY, OCTOBER 6, 1922.: [50, 569, 248, 591]
- classified-ad: FOR SALE.—Remington Standard Typewriter, Model No. 10. Price £30 10s. Apply Daily News.: [1402, 582, 1616, 608]
- ad-line: TENNIS RACQUET PRESSES.: [1222, 893, 1342, 903]
- ad-line: TELEPHONE 728 & 143.: [1007, 856, 1104, 866]
- advertisement: [269, 282, 483, 492]
- ad-line: Mrs. Bianchi's Orchestra.: [102, 592, 196, 602]
- advertisement: [269, 638, 483, 794]
- advertisement: [41, 742, 257, 942]
- ad-line: NELSON COLLEGE: [562, 735, 643, 745]
- classified-ad: SHOP To Let (or lease) for a period of nine years more or less. Immediate possession. Apply Orr, Grocer, Stratford.: [1402, 608, 1616, 633]
- ad-line: SAMPLE ROOMS OPENING, CURRIE STREET.: [735, 1124, 923, 1135]
- ad-line: GRAMOPHONES!: [340, 1184, 412, 1194]
- classified-ad: WANTED—Girl for Opunake Dairy Farm, easy place.—Gibson's Agency, Egmont Street, New Plymouth.: [1628, 760, 1842, 786]
- ad-body-text: COMPARE the returns you have received or been promised from your Factory during the last two years (both butter-fat and cash) with those received by your more fortunate neighbors who have been sending cream to the FRESH FOOD CO.'S FACTORIES AT NEW PLYMOUTH or WANGANUI. You will then realise that you have not found a more profitable market in every way. THEY ARE SAVING TIME, MONEY AND WORRY. Your returns cannot improve while you are annually loaded with heavy allotments of new and often unprofitable shares. Consign your Cream to us either by rail or motor contractors. FRANCIS W. COURT, Elliot Street, New Plymouth, Or Box 56, Stratford. THE SECRETARY, St. John's, Wanganui.: [1177, 1119, 1388, 1268]
- ad-line: NELSON COLLEGE: [562, 724, 643, 734]
- ad-line: RETFORD'S: [125, 1172, 173, 1182]
- ad-line: MOTOR ENGINEER,: [787, 1215, 871, 1226]
- ad-line: PLAIN & FANCY DRESS BALL: [86, 558, 212, 569]
- masthead-title: [10, 48, 1874, 219]
